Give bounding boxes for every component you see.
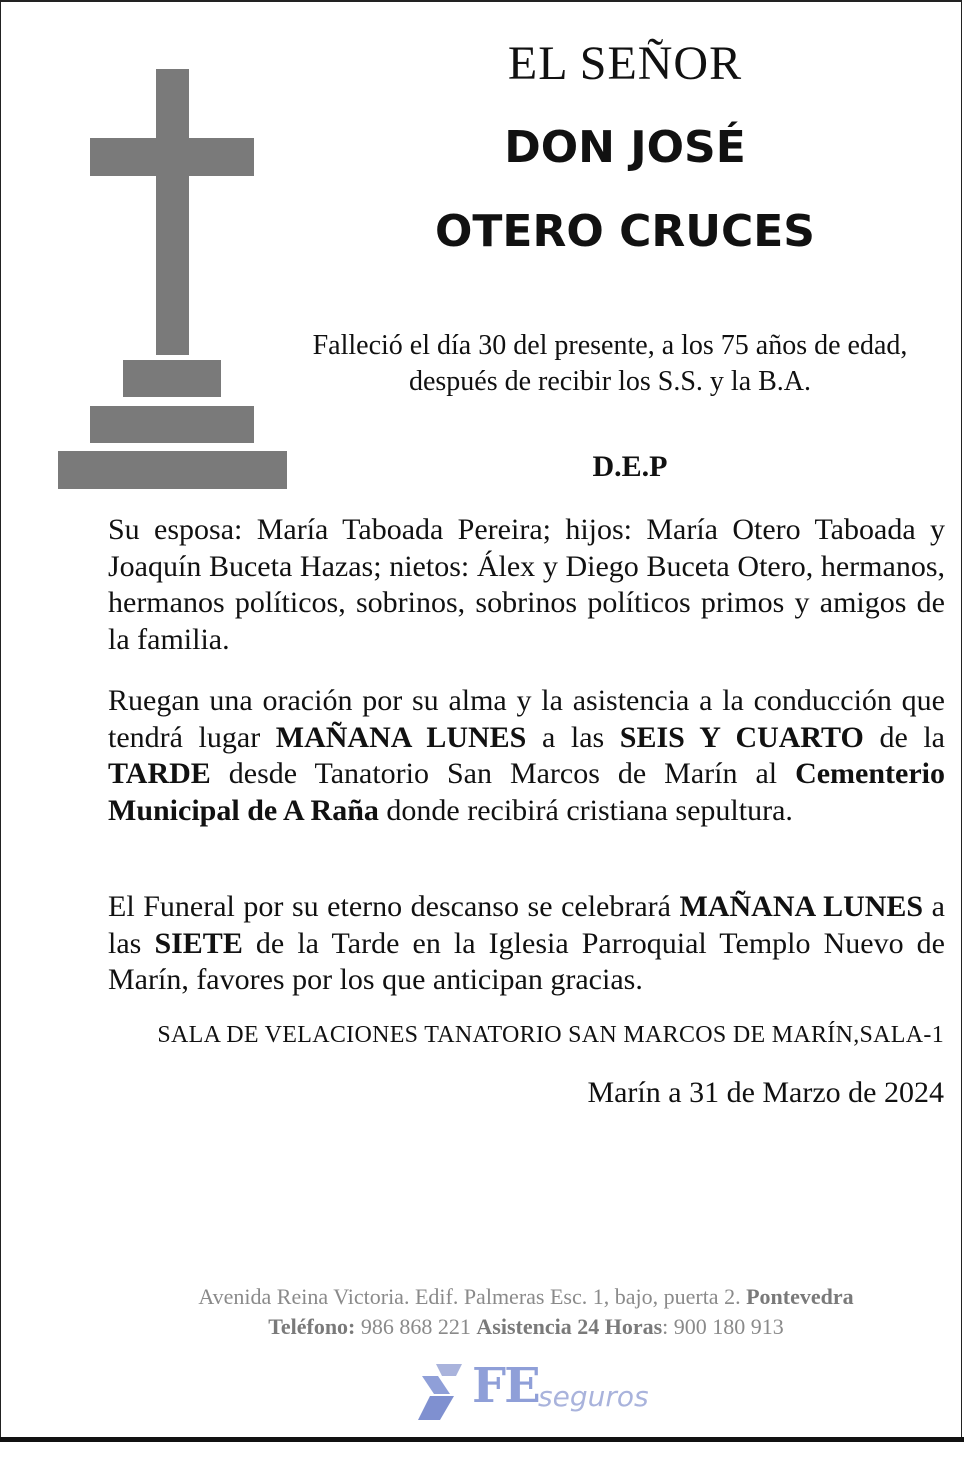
fe-seguros-logo: [416, 1358, 656, 1422]
logo-main-text: FE: [472, 1358, 539, 1414]
address-text: Avenida Reina Victoria. Edif. Palmeras Esc. 1, bajo, puerta 2.: [198, 1284, 747, 1309]
text-fragment: a las: [526, 720, 620, 754]
text-fragment: de la Tarde en la Iglesia Parroquial Templo Nuevo de Marín, favores por los que anticipan gracias.: [108, 926, 945, 996]
funeral-paragraph: [108, 889, 945, 999]
bold-fragment: TARDE: [108, 757, 211, 790]
footer-contact: [0, 1314, 964, 1340]
phone-number: 986 868 221: [355, 1314, 477, 1339]
logo-sub-text: seguros: [538, 1380, 649, 1413]
text-fragment: a las: [108, 890, 945, 960]
bold-fragment: MAÑANA LUNES: [679, 890, 924, 923]
title-prefix: EL SEÑOR: [507, 37, 743, 90]
conduccion-paragraph: [108, 683, 945, 829]
text-fragment: desde Tanatorio San Marcos de Marín al: [210, 757, 796, 790]
cross-icon: [0, 0, 300, 500]
text-fragment: donde recibirá cristiana sepultura.: [378, 793, 793, 827]
deceased-last-name: OTERO CRUCES: [434, 206, 815, 257]
dep-heading: D.E.P: [592, 450, 668, 483]
viewing-room: SALA DE VELACIONES TANATORIO SAN MARCOS DE MARÍN,SALA-1: [157, 1022, 944, 1048]
bold-fragment: SEIS Y CUARTO: [619, 720, 864, 754]
assist-label: Asistencia 24 Horas: [476, 1314, 663, 1339]
bottom-rule: [0, 1437, 964, 1442]
bold-fragment: SIETE: [154, 926, 243, 960]
bold-fragment: MAÑANA LUNES: [275, 720, 527, 754]
city-text: Pontevedra: [746, 1284, 854, 1309]
assist-number: : 900 180 913: [662, 1314, 784, 1339]
family-paragraph: Su esposa: María Taboada Pereira; hijos: María Otero Taboada y Joaquín Buceta Hazas; nietos: Álex y Diego Buceta Otero, hermanos, hermanos políticos, sobrinos, sobrinos políticos primos y amigos de la familia.: [108, 513, 945, 656]
deceased-first-name: DON JOSÉ: [504, 122, 746, 173]
bold-fragment: Cementerio Municipal de A Raña: [108, 757, 945, 827]
death-notice: Falleció el día 30 del presente, a los 75 años de edad, después de recibir los S.S. y la B.A.: [312, 330, 908, 397]
notice-date: Marín a 31 de Marzo de 2024: [587, 1076, 944, 1109]
footer-address: [0, 1284, 964, 1310]
logo-mark-icon: [416, 1362, 464, 1422]
phone-label: Teléfono:: [268, 1314, 356, 1339]
text-fragment: Ruegan una oración por su alma y la asistencia a la conducción que tendrá lugar: [108, 684, 945, 754]
text-fragment: El Funeral por su eterno descanso se celebrará: [108, 890, 680, 923]
text-fragment: de la: [863, 720, 945, 754]
